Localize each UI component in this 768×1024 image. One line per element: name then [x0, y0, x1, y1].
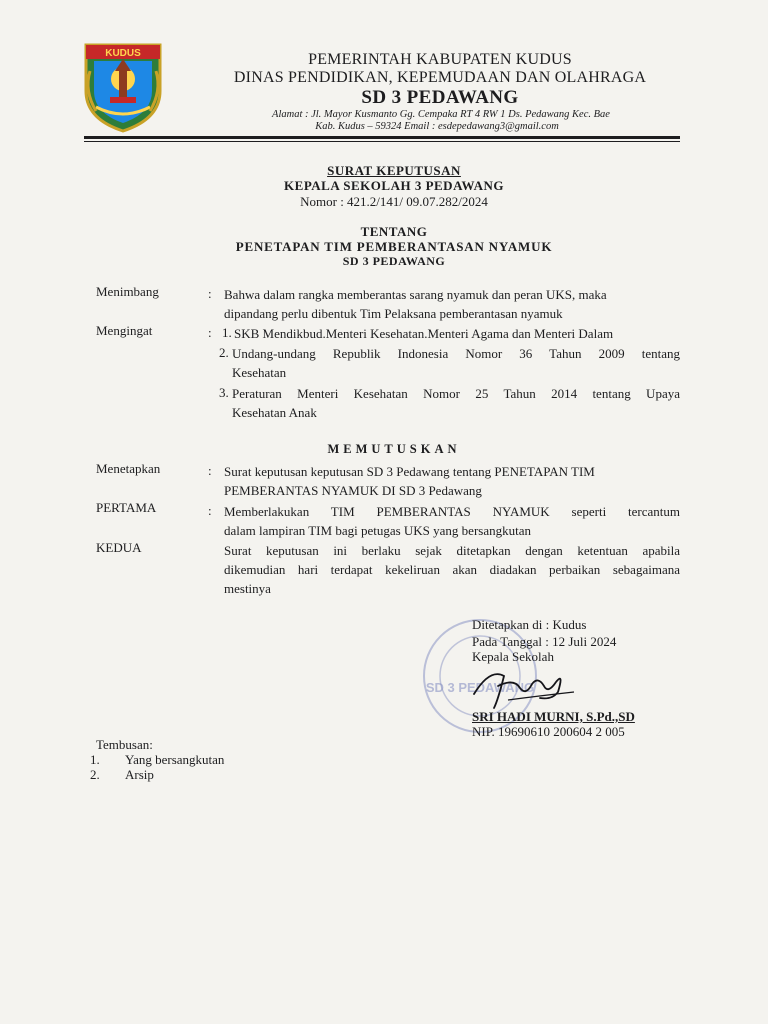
letterhead-rule-thick — [84, 136, 680, 139]
mengingat-item-2-line-1: Undang-undang Republik Indonesia Nomor 36 Tahun 2009 tentang — [232, 346, 680, 361]
menimbang-colon: : — [208, 286, 212, 301]
address-line-1: Alamat : Jl. Mayor Kusmanto Gg. Cempaka RT 4 RW 1 Ds. Pedawang Kec. Bae — [272, 109, 610, 120]
menetapkan-label: Menetapkan — [96, 461, 161, 476]
mengingat-item-1: SKB Mendikbud.Menteri Kesehatan.Menteri Agama dan Menteri Dalam — [234, 326, 614, 341]
tembusan-label: Tembusan: — [96, 737, 153, 752]
mengingat-item-3-num: 3. — [219, 385, 229, 400]
tembusan-item-1: Yang bersangkutan — [125, 752, 225, 767]
doc-number: Nomor : 421.2/141/ 09.07.282/2024 — [300, 194, 488, 209]
kedua-text — [224, 541, 680, 598]
signer-position: Kepala Sekolah — [472, 649, 554, 664]
mengingat-item-2-line-2: Kesehatan — [232, 365, 287, 380]
government-name: PEMERINTAH KABUPATEN KUDUS — [308, 51, 572, 68]
mengingat-item-3-line-1: Peraturan Menteri Kesehatan Nomor 25 Tahun 2014 tentang Upaya — [232, 386, 680, 401]
department-name: DINAS PENDIDIKAN, KEPEMUDAAN DAN OLAHRAGA — [233, 69, 647, 86]
pertama-label: PERTAMA — [96, 500, 157, 515]
school-name: SD 3 PEDAWANG — [361, 87, 519, 108]
menimbang-label: Menimbang — [96, 284, 159, 299]
doc-subtitle: KEPALA SEKOLAH 3 PEDAWANG — [284, 178, 504, 193]
pertama-line-2: dalam lampiran TIM bagi petugas UKS yang bersangkutan — [224, 523, 531, 538]
address-line-2: Kab. Kudus – 59324 Email : esdepedawang3@gmail.com — [315, 121, 559, 132]
mengingat-colon: : — [208, 325, 212, 340]
mengingat-label: Mengingat — [96, 323, 153, 338]
kedua-label: KEDUA — [96, 540, 142, 555]
signer-name: SRI HADI MURNI, S.Pd.,SD — [472, 709, 635, 724]
menetapkan-text — [224, 462, 680, 500]
memutuskan-heading: MEMUTUSKAN — [327, 442, 461, 456]
menetapkan-line-1: Surat keputusan keputusan SD 3 Pedawang tentang PENETAPAN TIM — [224, 464, 595, 479]
handwritten-signature — [468, 664, 578, 710]
menimbang-text — [224, 285, 680, 323]
mengingat-item-1-num: 1. — [222, 325, 232, 340]
menimbang-line-2: dipandang perlu dibentuk Tim Pelaksana pemberantasan nyamuk — [224, 306, 563, 321]
mengingat-item-2 — [232, 344, 680, 382]
tembusan-item-2-num: 2. — [90, 767, 100, 782]
pertama-colon: : — [208, 503, 212, 518]
tembusan-item-1-num: 1. — [90, 752, 100, 767]
kedua-line-2: dikemudian hari terdapat kekeliruan akan diadakan perbaikan sebagaimana — [224, 562, 680, 577]
mengingat-item-2-num: 2. — [219, 345, 229, 360]
kedua-line-3: mestinya — [224, 581, 271, 596]
subject-school: SD 3 PEDAWANG — [342, 254, 446, 268]
ditetapkan-di: Ditetapkan di : Kudus — [472, 617, 587, 632]
pada-tanggal: Pada Tanggal : 12 Juli 2024 — [472, 634, 617, 649]
letterhead-rule-thin — [84, 141, 680, 142]
signer-nip: NIP. 19690610 200604 2 005 — [472, 724, 625, 739]
tentang-heading: TENTANG — [360, 224, 428, 239]
menetapkan-line-2: PEMBERANTAS NYAMUK DI SD 3 Pedawang — [224, 483, 482, 498]
stamp-text: SD 3 PEDAWANG — [425, 680, 535, 695]
mengingat-item-3-line-2: Kesehatan Anak — [232, 405, 317, 420]
kudus-crest-logo — [82, 41, 164, 133]
subject-heading: PENETAPAN TIM PEMBERANTASAN NYAMUK — [235, 239, 553, 254]
doc-title: SURAT KEPUTUSAN — [327, 163, 461, 178]
logo-text: KUDUS — [105, 48, 141, 59]
pertama-line-1: Memberlakukan TIM PEMBERANTAS NYAMUK seperti tercantum — [224, 504, 680, 519]
mengingat-item-3 — [232, 384, 680, 422]
pertama-text — [224, 502, 680, 540]
menetapkan-colon: : — [208, 463, 212, 478]
tembusan-item-2: Arsip — [125, 767, 154, 782]
menimbang-line-1: Bahwa dalam rangka memberantas sarang nyamuk dan peran UKS, maka — [224, 287, 607, 302]
kedua-line-1: Surat keputusan ini berlaku sejak ditetapkan dengan ketentuan apabila — [224, 543, 680, 558]
letterhead — [0, 0, 768, 145]
